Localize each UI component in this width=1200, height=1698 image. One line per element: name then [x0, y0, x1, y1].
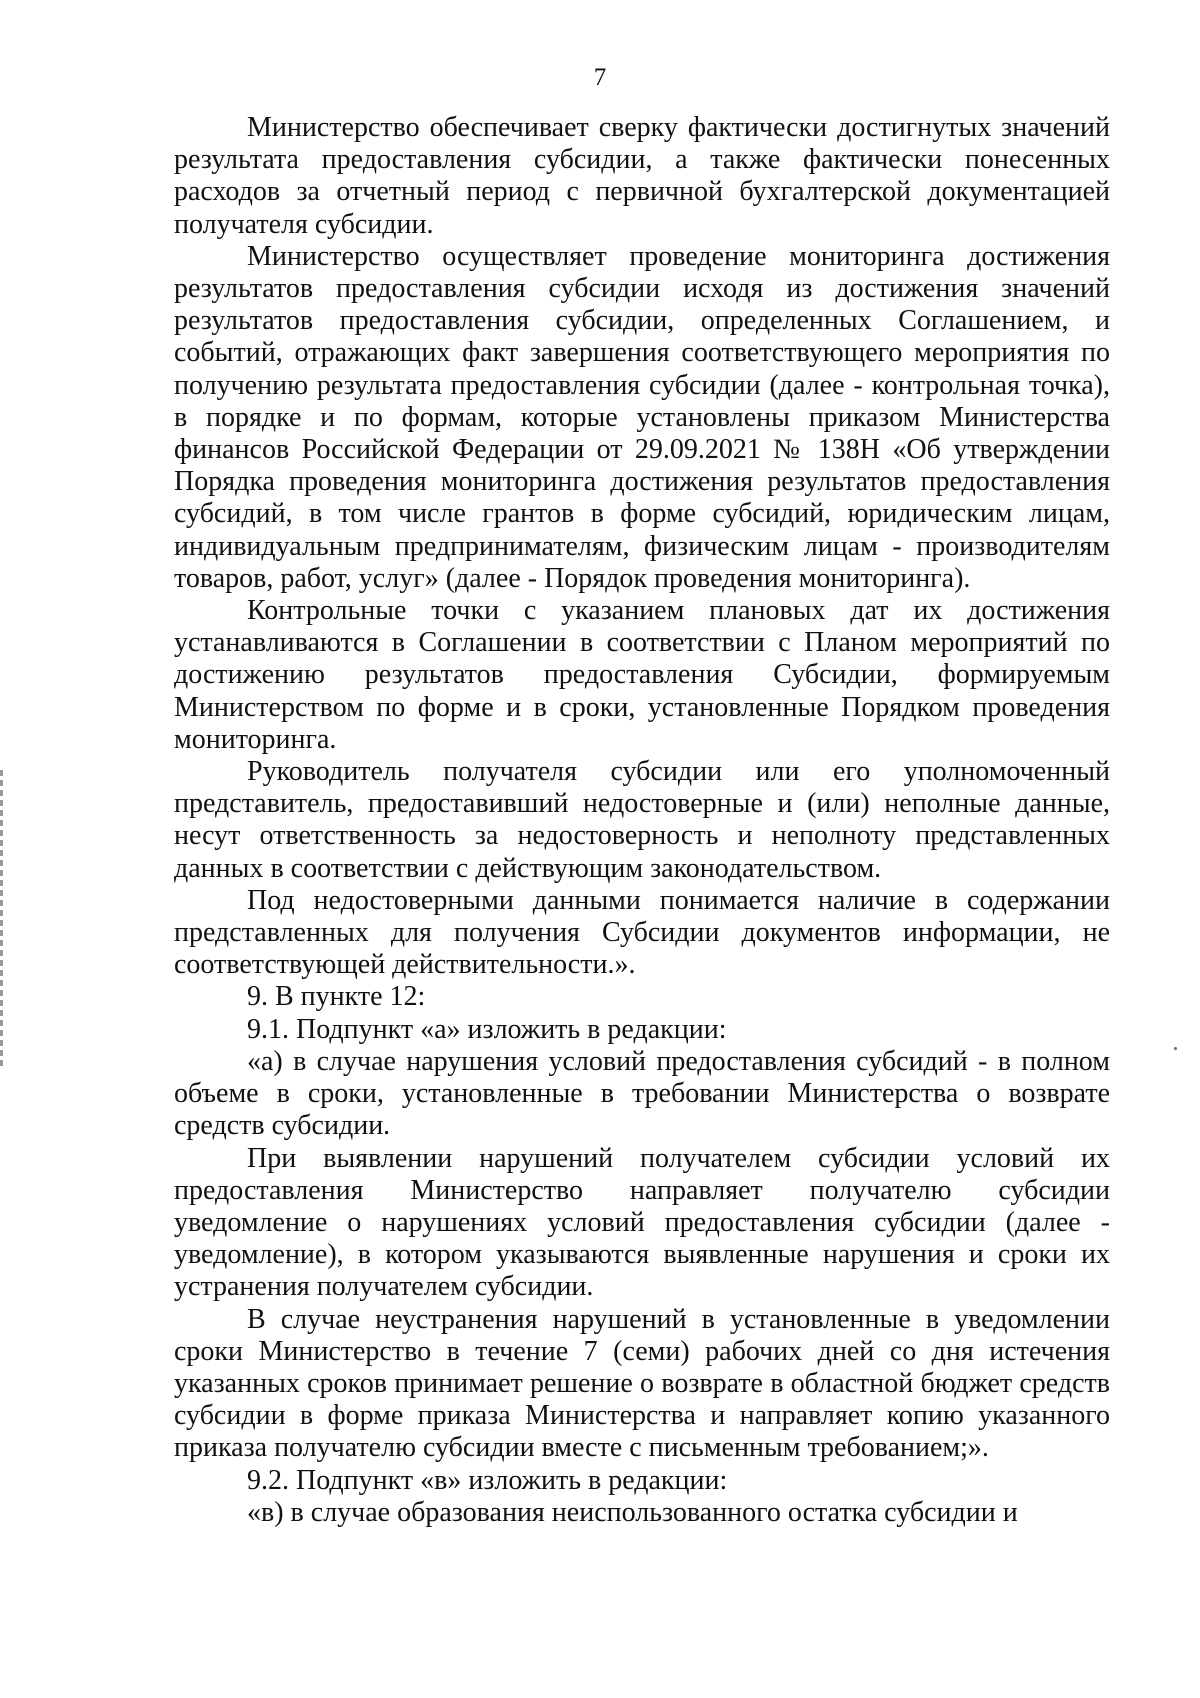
document-body — [174, 112, 1110, 1529]
paragraph: 9.2. Подпункт «в» изложить в редакции: — [247, 1464, 728, 1496]
paragraph: 9.1. Подпункт «а» изложить в редакции: — [247, 1013, 727, 1045]
page-number: 7 — [593, 64, 607, 91]
scan-speck — [1174, 1047, 1177, 1050]
paragraph: «в) в случае образования неиспользованного остатка субсидии и — [247, 1496, 1018, 1528]
paragraph: Контрольные точки с указанием плановых дат их достижения устанавливаются в Соглашении в соответствии с Планом мероприятий по достижению результатов предоставления Субсидии, формируемым Министерством по форме и в сроки, установленные Порядком проведения мониторинга. — [174, 595, 1110, 755]
paragraph: 9. В пункте 12: — [247, 981, 426, 1013]
paragraph: При выявлении нарушений получателем субсидии условий их предоставления Министерство направляет получателю субсидии уведомление о нарушениях условий предоставления субсидии (далее - уведомление), в котором указываются выявленные нарушения и сроки их устранения получателем субсидии. — [174, 1142, 1110, 1303]
paragraph: В случае неустранения нарушений в установленные в уведомлении сроки Министерство в течение 7 (семи) рабочих дней со дня истечения указанных сроков принимает решение о возврате в областной бюджет средств субсидии в форме приказа Министерства и направляет копию указанного приказа получателю субсидии вместе с письменным требованием;». — [174, 1303, 1110, 1464]
paragraph: Министерство обеспечивает сверку фактически достигнутых значений результата предоставления субсидии, а также фактически понесенных расходов за отчетный период с первичной бухгалтерской документацией получателя субсидии. — [174, 112, 1110, 240]
paragraph: «а) в случае нарушения условий предоставления субсидий - в полном объеме в сроки, установленные в требовании Министерства о возврате средств субсидии. — [174, 1045, 1110, 1142]
paragraph: Министерство осуществляет проведение мониторинга достижения результатов предоставления субсидии исходя из достижения значений результатов предоставления субсидии, определенных Соглашением, и событий, отражающих факт завершения соответствующего мероприятия по получению результата предоставления субсидии (далее - контрольная точка), в порядке и по формам, которые установлены приказом Министерства финансов Российской Федерации от 29.09.2021 № 138Н «Об утверждении Порядка проведения мониторинга достижения результатов предоставления субсидий, в том числе грантов в форме субсидий, юридическим лицам, индивидуальным предпринимателям, физическим лицам - производителям товаров, работ, услуг» (далее - Порядок проведения мониторинга). — [174, 240, 1110, 594]
paragraph: Под недостоверными данными понимается наличие в содержании представленных для получения Субсидии документов информации, не соответствующей действительности.». — [174, 884, 1110, 981]
paragraph: Руководитель получателя субсидии или его уполномоченный представитель, предоставивший недостоверные и (или) неполные данные, несут ответственность за недостоверность и неполноту представленных данных в соответствии с действующим законодательством. — [174, 756, 1110, 884]
scan-edge-mark — [0, 770, 3, 1070]
